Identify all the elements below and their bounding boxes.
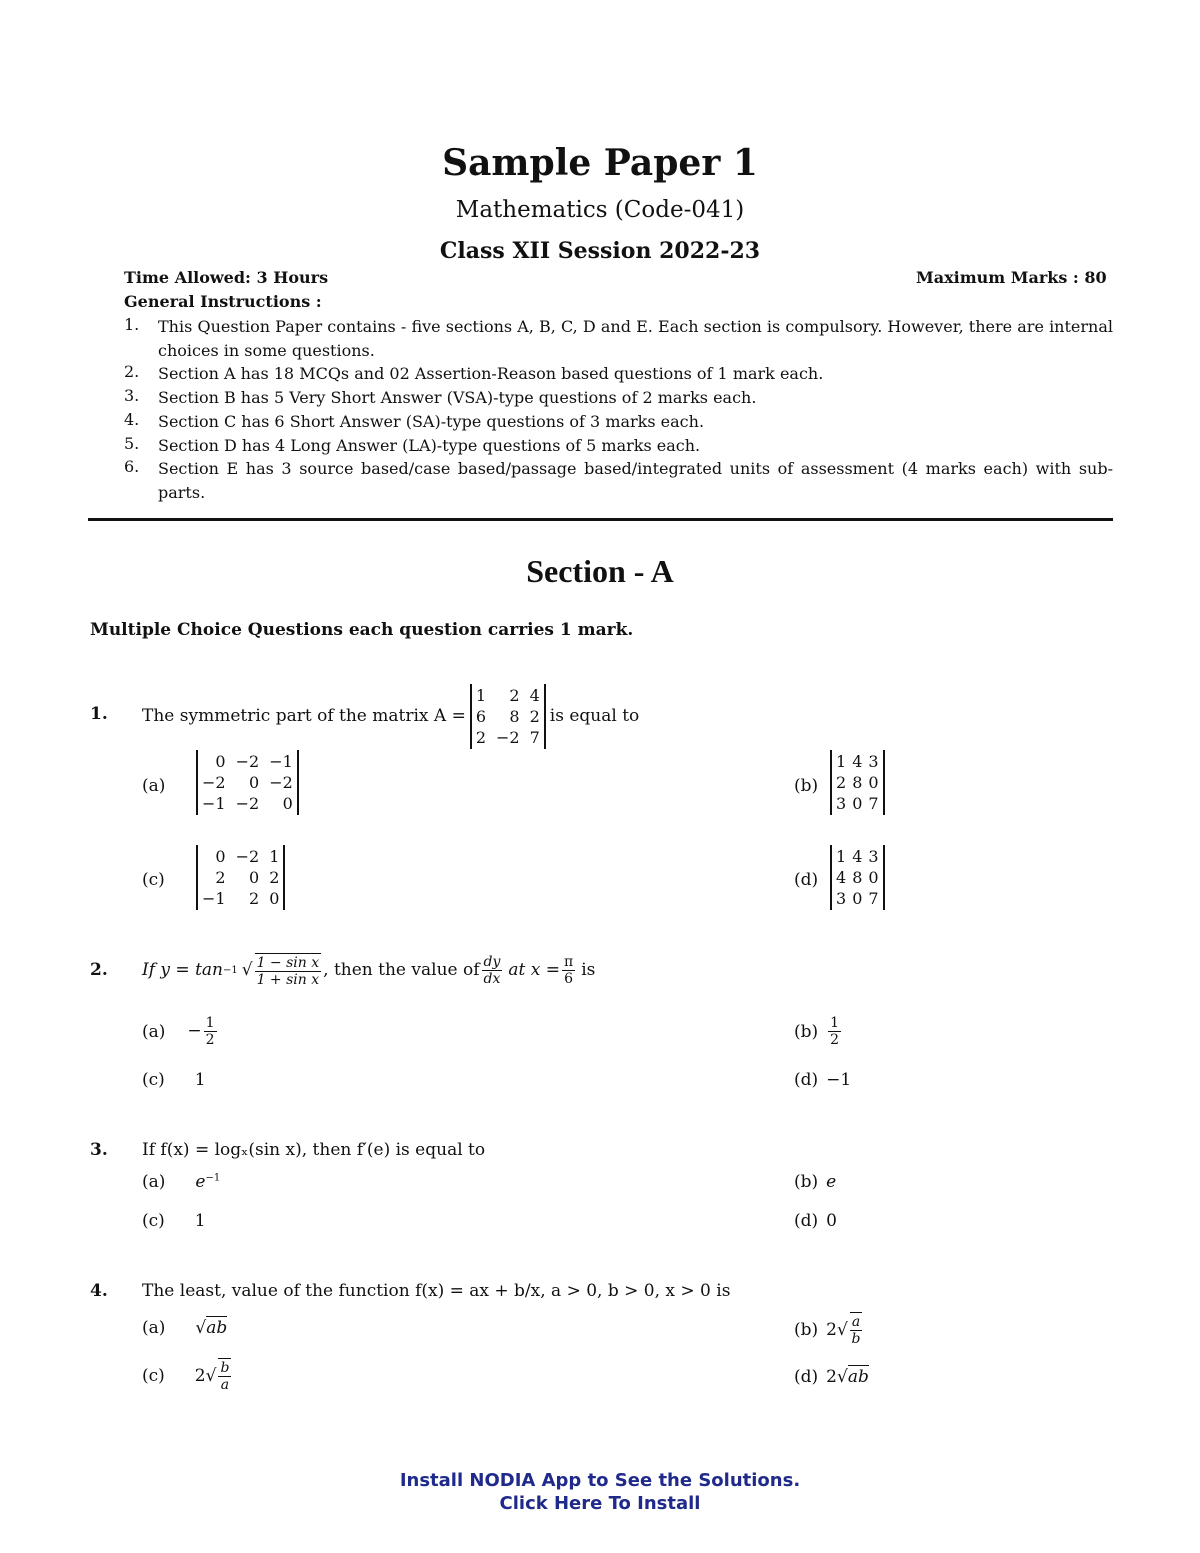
option-d-matrix: 1 4 3 4 8 0 3 0 7 (830, 845, 885, 910)
option-a-matrix: 0 −2 −1 −2 0 −2 −1 −2 0 (196, 750, 299, 815)
time-allowed: Time Allowed: 3 Hours (124, 268, 329, 287)
derivative-fraction: $\frac{dy}{dx}$ (483, 953, 501, 987)
sqrt-fraction: $\frac{\text{1 − sin x}}{\text{1 + sin x}}$ (256, 954, 320, 988)
question-2: If y = tan −1 √ $\frac{\text{1 − sin x}}{\text{1 + sin x}}$ , then the value of $\frac{dy}{dx}$ at x = $\frac{\pi}{6}$ is (142, 953, 596, 988)
section-divider (88, 518, 1113, 521)
instruction-text: Section E has 3 source based/case based/passage based/integrated units of assessment (4 marks each) with sub-parts. (158, 459, 1113, 502)
option-b: (b) 2 √ $\frac{a}{b}$ (794, 1314, 861, 1347)
paper-title: Sample Paper 1 (442, 142, 758, 184)
section-subheading: Multiple Choice Questions each question carries 1 mark. (90, 620, 634, 640)
question-number: 4. (90, 1281, 108, 1301)
option-d: (d) −1 (794, 1070, 852, 1090)
instruction-text: This Question Paper contains - five sections A, B, C, D and E. Each section is compulsory. However, there are internal choices in some questions. (158, 317, 1113, 360)
instruction-number: 1. (124, 315, 140, 334)
option-c: (c) 1 (142, 1070, 206, 1090)
question-1-prefix: The symmetric part of the matrix A = (142, 706, 466, 726)
option-d: (d) 0 (794, 1211, 837, 1231)
instruction-text: Section B has 5 Very Short Answer (VSA)-type questions of 2 marks each. (158, 388, 757, 407)
option-c: (c) 2 √ $\frac{b}{a}$ (142, 1360, 230, 1393)
session-line: Class XII Session 2022-23 (439, 238, 761, 264)
option-a: (a) $e^{-1}$ (142, 1172, 221, 1192)
option-label: (b) (794, 776, 819, 796)
option-b-matrix: 1 4 3 2 8 0 3 0 7 (830, 750, 885, 815)
option-a: (a) − $\frac{1}{2}$ (142, 1015, 215, 1048)
pi-fraction: $\frac{\pi}{6}$ (564, 953, 574, 987)
subject-line: Mathematics (Code-041) (455, 197, 745, 223)
install-app-banner[interactable]: Install NODIA App to See the Solutions. (399, 1470, 801, 1491)
question-number: 3. (90, 1140, 108, 1160)
option-c-matrix: 0 −2 1 2 0 2 −1 2 0 (196, 845, 285, 910)
question-1 (142, 678, 639, 754)
option-d: (d) 2√ab (794, 1367, 869, 1387)
question-4: The least, value of the function f(x) = ax + b/x, a > 0, b > 0, x > 0 is (142, 1281, 731, 1301)
instruction-number: 6. (124, 457, 140, 476)
option-label: (a) (142, 776, 166, 796)
instruction-number: 5. (124, 434, 140, 453)
option-a: (a) √ab (142, 1318, 228, 1338)
instruction-number: 3. (124, 386, 140, 405)
option-b: (b) $\frac{1}{2}$ (794, 1015, 840, 1048)
max-marks: Maximum Marks : 80 (916, 268, 1107, 287)
question-number: 1. (90, 704, 108, 724)
instruction-number: 2. (124, 362, 140, 381)
question-1-suffix: is equal to (549, 706, 640, 726)
section-heading: Section - A (526, 553, 674, 589)
matrix-a: 1 2 4 6 8 2 2 −2 7 (470, 684, 546, 749)
question-number: 2. (90, 960, 108, 980)
question-3: If f(x) = logₓ(sin x), then f′(e) is equal to (142, 1140, 486, 1160)
instruction-number: 4. (124, 410, 140, 429)
option-c: (c) 1 (142, 1211, 206, 1231)
general-instructions-heading: General Instructions : (124, 292, 322, 311)
instruction-text: Section A has 18 MCQs and 02 Assertion-Reason based questions of 1 mark each. (158, 364, 824, 383)
option-b: (b) e (794, 1172, 837, 1192)
install-link[interactable]: Click Here To Install (499, 1493, 701, 1514)
instruction-text: Section C has 6 Short Answer (SA)-type questions of 3 marks each. (158, 412, 705, 431)
instruction-text: Section D has 4 Long Answer (LA)-type questions of 5 marks each. (158, 436, 701, 455)
option-label: (d) (794, 870, 819, 890)
option-label: (c) (142, 870, 165, 890)
